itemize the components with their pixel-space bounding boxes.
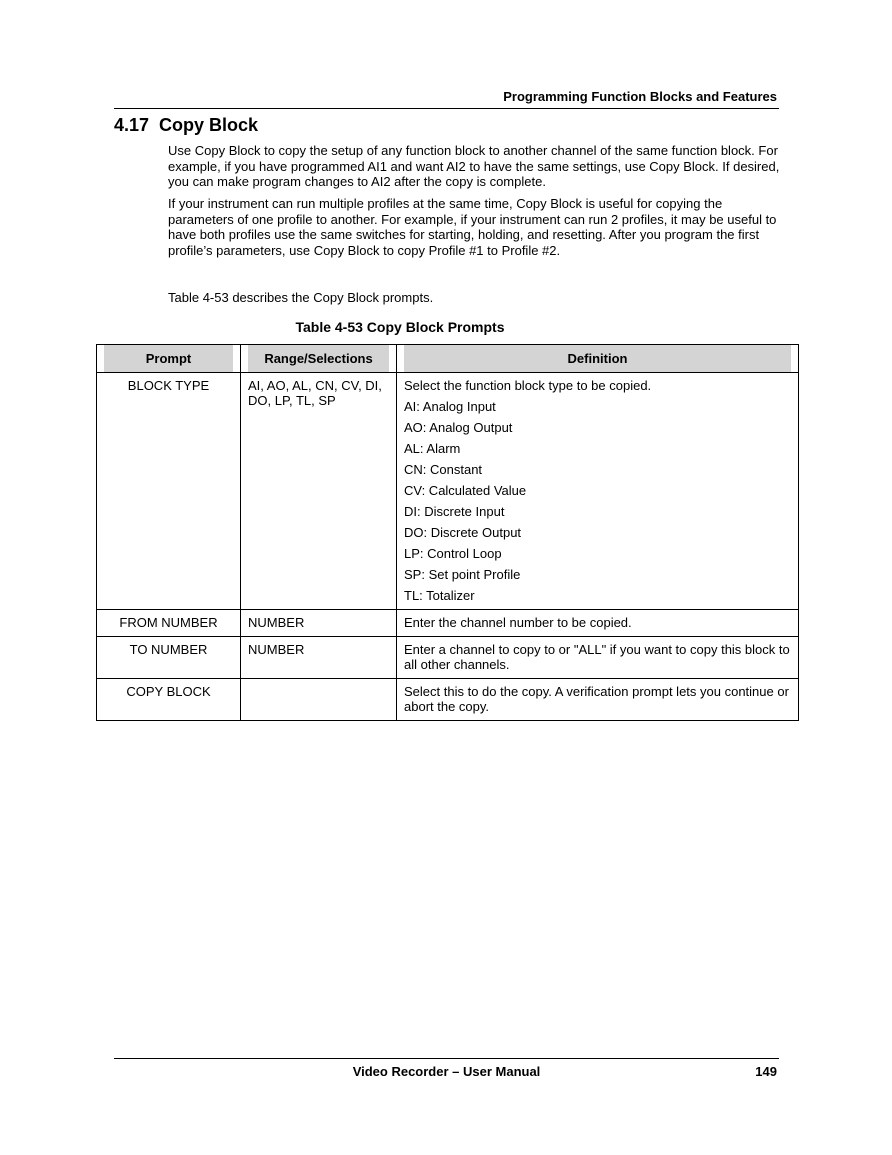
cell-range: [241, 679, 397, 721]
column-header-definition: Definition: [397, 345, 799, 373]
section-title: Copy Block: [159, 115, 259, 135]
definition-line: CV: Calculated Value: [404, 483, 527, 498]
cell-definition: [397, 637, 799, 679]
cell-prompt: TO NUMBER: [97, 637, 241, 679]
cell-range: AI, AO, AL, CN, CV, DI, DO, LP, TL, SP: [241, 373, 397, 610]
definition-line: Select the function block type to be copied.: [404, 378, 652, 393]
definition-line: Enter the channel number to be copied.: [404, 615, 632, 630]
copy-block-prompts-table: [96, 344, 799, 721]
running-header: Programming Function Blocks and Features: [503, 89, 777, 104]
definition-line: SP: Set point Profile: [404, 567, 521, 582]
paragraph-intro: Use Copy Block to copy the setup of any function block to another channel of the same function block. For example, if you have programmed AI1 and want AI2 to have the same settings, use Copy Block. If desired, you can make program changes to AI2 after the copy is complete.: [168, 143, 780, 189]
cell-prompt: FROM NUMBER: [97, 610, 241, 637]
definition-line: AO: Analog Output: [404, 420, 513, 435]
cell-prompt: COPY BLOCK: [97, 679, 241, 721]
cell-range: NUMBER: [241, 610, 397, 637]
header-rule: [114, 108, 779, 109]
definition-line: AL: Alarm: [404, 441, 461, 456]
definition-line: TL: Totalizer: [404, 588, 475, 603]
column-header-range: Range/Selections: [241, 345, 397, 373]
table-row: [97, 637, 799, 679]
definition-line: DI: Discrete Input: [404, 504, 505, 519]
column-header-prompt: Prompt: [97, 345, 241, 373]
cell-definition: [397, 610, 799, 637]
cell-definition: [397, 373, 799, 610]
section-number: 4.17: [114, 115, 150, 135]
paragraph-profiles: If your instrument can run multiple profiles at the same time, Copy Block is useful for copying the parameters of one profile to another. For example, if your instrument can run 2 profiles, it may be useful to have both profiles use the same switches for starting, holding, and resetting. After you program the first profile’s parameters, use Copy Block to copy Profile #1 to Profile #2.: [168, 196, 777, 258]
definition-line: AI: Analog Input: [404, 399, 496, 414]
definition-line: DO: Discrete Output: [404, 525, 522, 540]
table-header-row: [97, 345, 799, 373]
paragraph-table-ref: Table 4-53 describes the Copy Block prompts.: [168, 290, 434, 305]
page-number: 149: [755, 1064, 777, 1079]
definition-line: LP: Control Loop: [404, 546, 502, 561]
table-caption: Table 4-53 Copy Block Prompts: [295, 319, 505, 335]
table-row: [97, 610, 799, 637]
table-row: [97, 679, 799, 721]
cell-range: NUMBER: [241, 637, 397, 679]
footer-title: Video Recorder – User Manual: [352, 1064, 541, 1079]
definition-line: Select this to do the copy. A verification prompt lets you continue or abort the copy.: [404, 684, 789, 714]
footer-rule: [114, 1058, 779, 1059]
section-heading: [114, 115, 258, 136]
cell-definition: [397, 679, 799, 721]
definition-line: CN: Constant: [404, 462, 483, 477]
table-row: [97, 373, 799, 610]
cell-prompt: BLOCK TYPE: [97, 373, 241, 610]
definition-line: Enter a channel to copy to or "ALL" if you want to copy this block to all other channels.: [404, 642, 790, 672]
